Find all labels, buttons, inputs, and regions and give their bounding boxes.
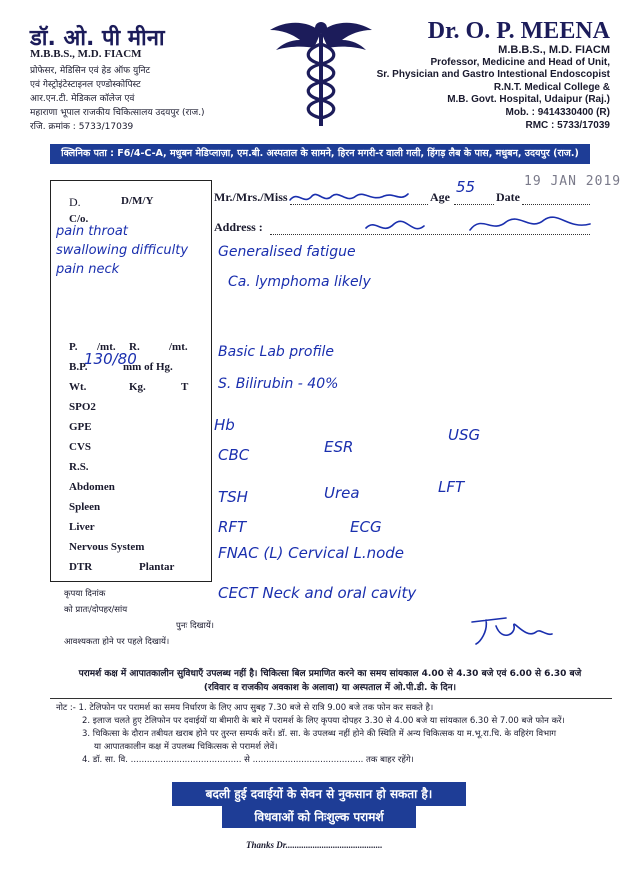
note-line: CBC — [218, 446, 250, 464]
handwritten-bp: 130/80 — [84, 350, 137, 368]
date-label: Date — [496, 190, 520, 204]
note-line: ECG — [350, 518, 382, 536]
date-stamp: 19 JAN 2019 — [524, 174, 622, 189]
credential-line: महाराणा भूपाल राजकीय चिकित्सालय उदयपुर (राज.) — [30, 108, 205, 118]
followup-revisit: पुनः दिखायें। — [176, 621, 214, 631]
footer-note: 3. चिकित्सा के दौरान तबीयत खराब होने पर तुरन्त सम्पर्क करें। डॉ. सा. के उपलब्ध नहीं होने की स्थिति में अन्य चिकित्सक या म.भू.रा.चि. के वहिरंग विभाग — [82, 729, 557, 739]
weight-unit: Kg. — [129, 381, 146, 393]
followup-date: कृपया दिनांक — [64, 589, 106, 599]
exam-abdomen: Abdomen — [69, 481, 115, 493]
exam-liver: Liver — [69, 521, 95, 533]
doctor-name-english: Dr. O. P. MEENA — [427, 18, 610, 44]
date-line — [522, 204, 590, 205]
footer-note: 4. डॉ. सा. वि. ......................................... से ......................................... तक बाहर रहेंगे। — [82, 755, 414, 765]
degrees-hindi: M.B.B.S., M.D. FIACM — [30, 48, 142, 60]
footer-notes — [56, 702, 626, 767]
credential-line: रजि. क्रमांक : 5733/17039 — [30, 122, 134, 132]
note-line: Generalised fatigue — [218, 244, 356, 260]
followup-earlier: आवश्यकता होने पर पहले दिखायें। — [64, 637, 170, 647]
credential-line: Professor, Medicine and Head of Unit, — [430, 56, 610, 68]
age-label: Age — [430, 190, 450, 204]
credential-line: आर.एन.टी. मेडिकल कॉलेज एवं — [30, 94, 135, 104]
temp-label: T — [181, 381, 189, 393]
exam-nervous-system: Nervous System — [69, 541, 145, 553]
footer-note: या आपातकालीन कक्ष में उपलब्ध चिकित्सक से परामर्श लेवें। — [94, 742, 278, 752]
degrees-english: M.B.B.S., M.D. FIACM — [498, 44, 610, 56]
exam-gpe: GPE — [69, 421, 92, 433]
d-label: D. — [69, 195, 81, 209]
credential-line: RMC : 5733/17039 — [525, 119, 610, 131]
credentials-english — [377, 44, 610, 132]
complaint-line: swallowing difficulty — [56, 243, 189, 258]
doctor-signature-icon — [466, 612, 556, 652]
credential-line: प्रोफेसर, मेडिसिन एवं हेड ऑफ युनिट — [30, 66, 151, 76]
credential-line: Sr. Physician and Gastro Intestional Endoscopist — [376, 69, 610, 81]
resp-label: R. — [129, 341, 140, 353]
exam-cvs: CVS — [69, 441, 92, 453]
thanks-line: Thanks Dr........................................... — [246, 840, 383, 850]
note-line: Urea — [324, 484, 360, 502]
pulse-label: P. — [69, 341, 78, 353]
note-line: ESR — [324, 438, 354, 456]
note-line: LFT — [438, 478, 465, 496]
complaint-line: pain neck — [56, 262, 120, 277]
followup-section — [64, 586, 214, 650]
credential-line: R.N.T. Medical College & — [493, 81, 610, 93]
credential-line: Mob. : 9414330400 (R) — [505, 106, 610, 118]
pulse-unit: /mt. — [97, 341, 116, 353]
note-line: TSH — [218, 488, 248, 506]
handwritten-complaints — [56, 222, 216, 279]
note-line: S. Bilirubin - 40% — [218, 376, 339, 392]
exam-rs: R.S. — [69, 461, 89, 473]
exam-dtr: DTR — [69, 561, 93, 573]
exam-spleen: Spleen — [69, 501, 101, 513]
address-label: Address : — [214, 220, 263, 234]
patient-name-label: Mr./Mrs./Miss — [214, 190, 288, 204]
doctor-name-hindi: डॉ. ओ. पी मीना — [30, 26, 165, 51]
followup-time: को प्रातः/दोपहर/सांय — [64, 605, 128, 615]
dmy-label: D/M/Y — [121, 195, 154, 207]
note-line: RFT — [218, 518, 247, 536]
note-line: Ca. lymphoma likely — [228, 274, 371, 290]
bp-unit: mm of Hg. — [123, 361, 173, 373]
note-line: Basic Lab profile — [218, 344, 334, 360]
resp-unit: /mt. — [169, 341, 188, 353]
note-line: Hb — [214, 416, 235, 434]
co-label: C/o. — [69, 213, 89, 225]
handwritten-notes — [214, 240, 618, 650]
complaint-line: pain throat — [56, 224, 128, 239]
footer-note: 2. इलाज चलते हुए टेलिफोन पर दवाईयों या बीमारी के बारे में परामर्श के लिए कृपया दोपहर 3.30 से 4.00 बजे या सांयकाल 6.30 से 7.00 बजे फोन करें। — [82, 716, 565, 726]
exam-plantar: Plantar — [139, 561, 175, 573]
weight-label: Wt. — [69, 381, 87, 393]
widow-free-band: विधवाओं को निःशुल्क परामर्श — [222, 806, 416, 828]
note-line: FNAC (L) Cervical L.node — [218, 544, 405, 562]
exam-spo2: SPO2 — [69, 401, 96, 413]
medicine-warning-band: बदली हुई दवाईयों के सेवन से नुकसान हो सकता है। — [172, 782, 466, 806]
clinic-address-bar: क्लिनिक पता : F6/4-C-A, मधुबन मेडिप्लाज़ा, एम.बी. अस्पताल के सामने, हिरन मगरी-र वाली गली, हिंगड़ लैब के पास, मधुबन, उदयपुर (राज.) — [50, 144, 590, 164]
caduceus-logo-icon — [268, 18, 374, 130]
consult-note-2: (रविवार व राजकीय अवकाश के अलावा) या अस्पताल में ओ.पी.डी. के दिन। — [203, 683, 457, 693]
credential-line: M.B. Govt. Hospital, Udaipur (Raj.) — [447, 94, 610, 106]
credential-line: एवं गेस्ट्रोइंटेस्टाइनल एण्डोस्कोपिस्ट — [30, 80, 141, 90]
handwritten-age: 55 — [456, 178, 476, 196]
note-line: USG — [448, 426, 481, 444]
footer-divider — [50, 698, 612, 699]
footer-note: नोट :- 1. टेलिफोन पर परामर्श का समय निर्धारण के लिए आप सुबह 7.30 बजे से रात्रि 9.00 बजे तक फोन कर सकते है। — [56, 703, 434, 713]
consult-note: परामर्श कक्ष में आपातकालीन सुविधाएँ उपलब्ध नहीं है। चिकित्सा बिल प्रमाणित करने का समय सांयकाल 4.00 से 4.30 बजे एवं 6.00 से 6.30 बजे — [78, 669, 582, 679]
age-line — [454, 204, 494, 205]
bp-label: B.P. — [69, 361, 88, 373]
credentials-hindi — [30, 64, 205, 134]
note-line: CECT Neck and oral cavity — [218, 584, 417, 602]
